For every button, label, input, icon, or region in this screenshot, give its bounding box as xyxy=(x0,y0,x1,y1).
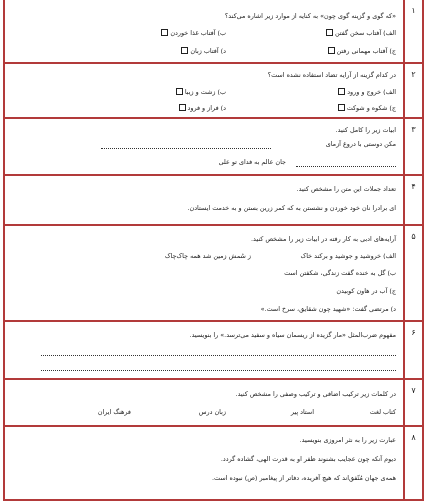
verse-line: جان عالم به فدای تو علی xyxy=(218,158,286,166)
passage-text: ای برادرا نان خود خوردن و نشستن به که کمر زرین بستن و به خدمت ایستادن. xyxy=(187,204,396,212)
exam-sheet xyxy=(3,0,424,501)
checkbox[interactable] xyxy=(326,29,333,36)
option-label: ج) شکوه و شوکت xyxy=(346,104,396,112)
answer-blank[interactable] xyxy=(101,148,271,149)
question-number: ۵ xyxy=(403,226,422,320)
option-c[interactable] xyxy=(336,104,396,111)
checkbox[interactable] xyxy=(161,29,168,36)
question-8 xyxy=(5,427,422,501)
option-label: الف) خروج و ورود xyxy=(347,88,396,96)
option-label: د) فراز و فرود xyxy=(187,104,226,112)
question-prompt: ابیات زیر را کامل کنید. xyxy=(335,126,396,134)
question-prompt: عبارت زیر را به نثر امروزی بنویسید. xyxy=(299,436,396,444)
question-7 xyxy=(5,380,422,427)
passage-line: همه‌ی جهان مُتّفق‌اند که هیچ آفریده، دفاتر از پیغامبر (ص) نبوده است. xyxy=(212,474,396,482)
verse-b: ب) گل به خنده گفت زندگی، شکفتن است xyxy=(284,269,396,277)
option-label: ب) زشت و زیبا xyxy=(184,88,226,96)
verse-a-first: الف) خروشید و جوشید و برکند خاک xyxy=(300,252,396,260)
term-4: فرهنگ ایران xyxy=(97,408,131,416)
option-d[interactable] xyxy=(177,104,226,111)
verse-line: مکن دوستی با دروغ آزمای xyxy=(325,140,396,148)
question-number: ۸ xyxy=(403,427,422,501)
question-number: ۳ xyxy=(403,119,422,174)
option-c[interactable] xyxy=(326,47,397,54)
question-prompt: «که گوی و گزینه گوی چون» به کنایه از موارد زیر اشاره می‌کند؟ xyxy=(224,12,396,20)
answer-blank[interactable] xyxy=(41,370,396,371)
question-number: ۲ xyxy=(403,64,422,117)
verse-c: ج) آب در هاون کوبیدن xyxy=(336,287,396,295)
term-1: کتاب لغت xyxy=(369,408,396,416)
question-number: ۱ xyxy=(403,0,422,62)
option-label: الف) آفتاب سخن گفتن xyxy=(334,29,396,37)
checkbox[interactable] xyxy=(338,88,345,95)
question-prompt: در کلمات زیر ترکیب اضافی و ترکیب وصفی را مشخص کنید. xyxy=(235,390,396,398)
question-number: ۷ xyxy=(403,380,422,425)
question-5 xyxy=(5,226,422,322)
question-3 xyxy=(5,119,422,176)
option-label: د) آفتاب زبان xyxy=(190,47,226,55)
answer-blank[interactable] xyxy=(41,355,396,356)
term-2: استاد پیر xyxy=(290,408,314,416)
checkbox[interactable] xyxy=(181,47,188,54)
term-3: زبان درس xyxy=(198,408,226,416)
checkbox[interactable] xyxy=(176,88,183,95)
option-b[interactable] xyxy=(174,88,226,95)
question-4 xyxy=(5,176,422,226)
checkbox[interactable] xyxy=(179,104,186,111)
question-number: ۶ xyxy=(403,322,422,378)
option-a[interactable] xyxy=(324,29,396,36)
verse-a-second: ز سُمش زمین شد همه چاک‌چاک xyxy=(164,252,251,260)
question-6 xyxy=(5,322,422,380)
option-a[interactable] xyxy=(336,88,396,95)
checkbox[interactable] xyxy=(338,104,345,111)
question-prompt: آرایه‌های ادبی به کار رفته در ابیات زیر را مشخص کنید. xyxy=(251,235,396,243)
answer-blank[interactable] xyxy=(296,166,396,167)
option-label: ج) آفتاب مهمانی رفتن xyxy=(336,47,396,55)
question-1 xyxy=(5,0,422,64)
passage-line: دیوم آنکه چون عجایب بشنوند ظفر او به قدرت الهی، گشاده گردد. xyxy=(220,455,396,463)
question-2 xyxy=(5,64,422,119)
option-label: ب) آفتاب غذا خوردن xyxy=(170,29,226,37)
question-number: ۴ xyxy=(403,176,422,224)
question-prompt: در کدام گزینه از آرایه تضاد استفاده نشده است؟ xyxy=(267,71,396,79)
question-prompt: تعداد جملات این متن را مشخص کنید. xyxy=(296,185,396,193)
option-d[interactable] xyxy=(179,47,226,54)
question-prompt: مفهوم ضرب‌المثل «مار گزیده از ریسمان سیاه و سفید می‌ترسد.» را بنویسید. xyxy=(189,331,396,339)
verse-d: د) مرتضی گفت: «شهید چون شقایق، سرخ است.» xyxy=(260,305,396,313)
option-b[interactable] xyxy=(159,29,226,36)
checkbox[interactable] xyxy=(328,47,335,54)
